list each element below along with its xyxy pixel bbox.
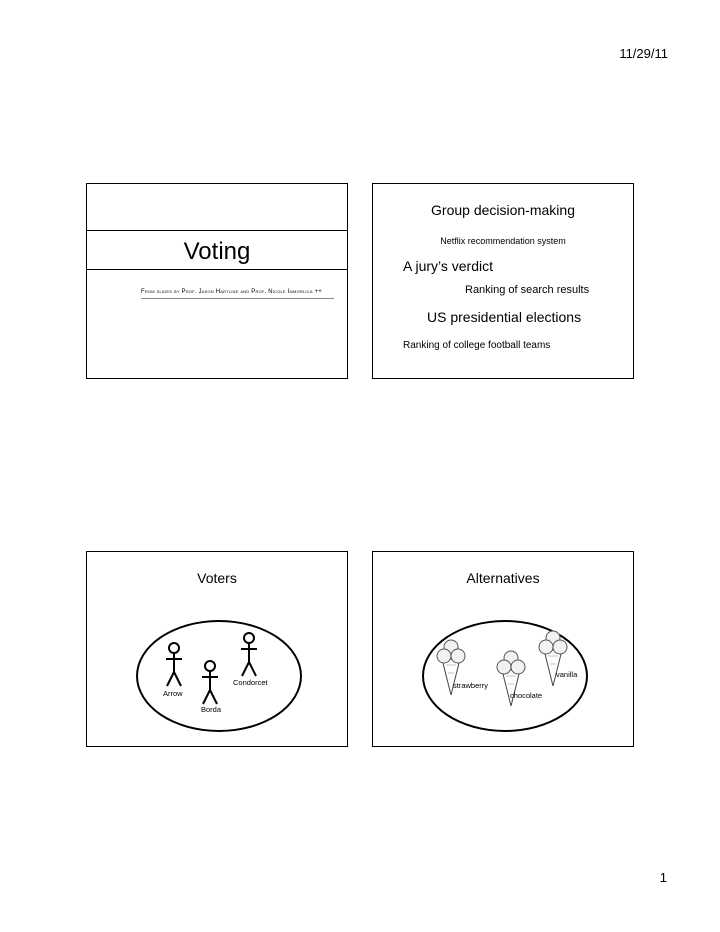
voter-label-condorcet: Condorcet: [233, 678, 268, 687]
page-date: 11/29/11: [619, 46, 668, 61]
title-bottom-rule: [87, 269, 347, 270]
flavor-label-chocolate: chocolate: [510, 691, 543, 700]
list-item: Ranking of college football teams: [403, 340, 551, 351]
list-item: A jury’s verdict: [403, 258, 493, 274]
flavor-label-strawberry: strawberry: [453, 681, 489, 690]
page-number: 1: [659, 870, 667, 885]
slide-alternatives: [372, 551, 634, 747]
list-item: US presidential elections: [427, 309, 582, 325]
slide-title: Group decision-making: [431, 202, 575, 218]
list-item: Netflix recommendation system: [440, 236, 566, 246]
flavor-label-vanilla: vanilla: [556, 670, 578, 679]
stick-figure-condorcet-icon: [239, 632, 259, 682]
ice-cream-vanilla-icon: [537, 630, 569, 688]
title-top-rule: [87, 230, 347, 231]
slide-voters: [86, 551, 348, 747]
subtitle-underline: [141, 298, 334, 299]
slide-voting: [86, 183, 348, 379]
slide-title: Voting: [183, 238, 251, 265]
list-item: Ranking of search results: [465, 284, 590, 296]
slide-group-decision-making: [372, 183, 634, 379]
voter-label-arrow: Arrow: [163, 689, 183, 698]
stick-figure-borda-icon: [200, 660, 220, 710]
slide-title: Alternatives: [466, 570, 540, 586]
voter-label-borda: Borda: [201, 705, 222, 714]
stick-figure-arrow-icon: [164, 642, 184, 692]
slide-subtitle: From slides by Prof. Jason Hartline and Prof. Nicole Immorlica ++: [141, 289, 322, 295]
slide-title: Voters: [197, 570, 237, 586]
